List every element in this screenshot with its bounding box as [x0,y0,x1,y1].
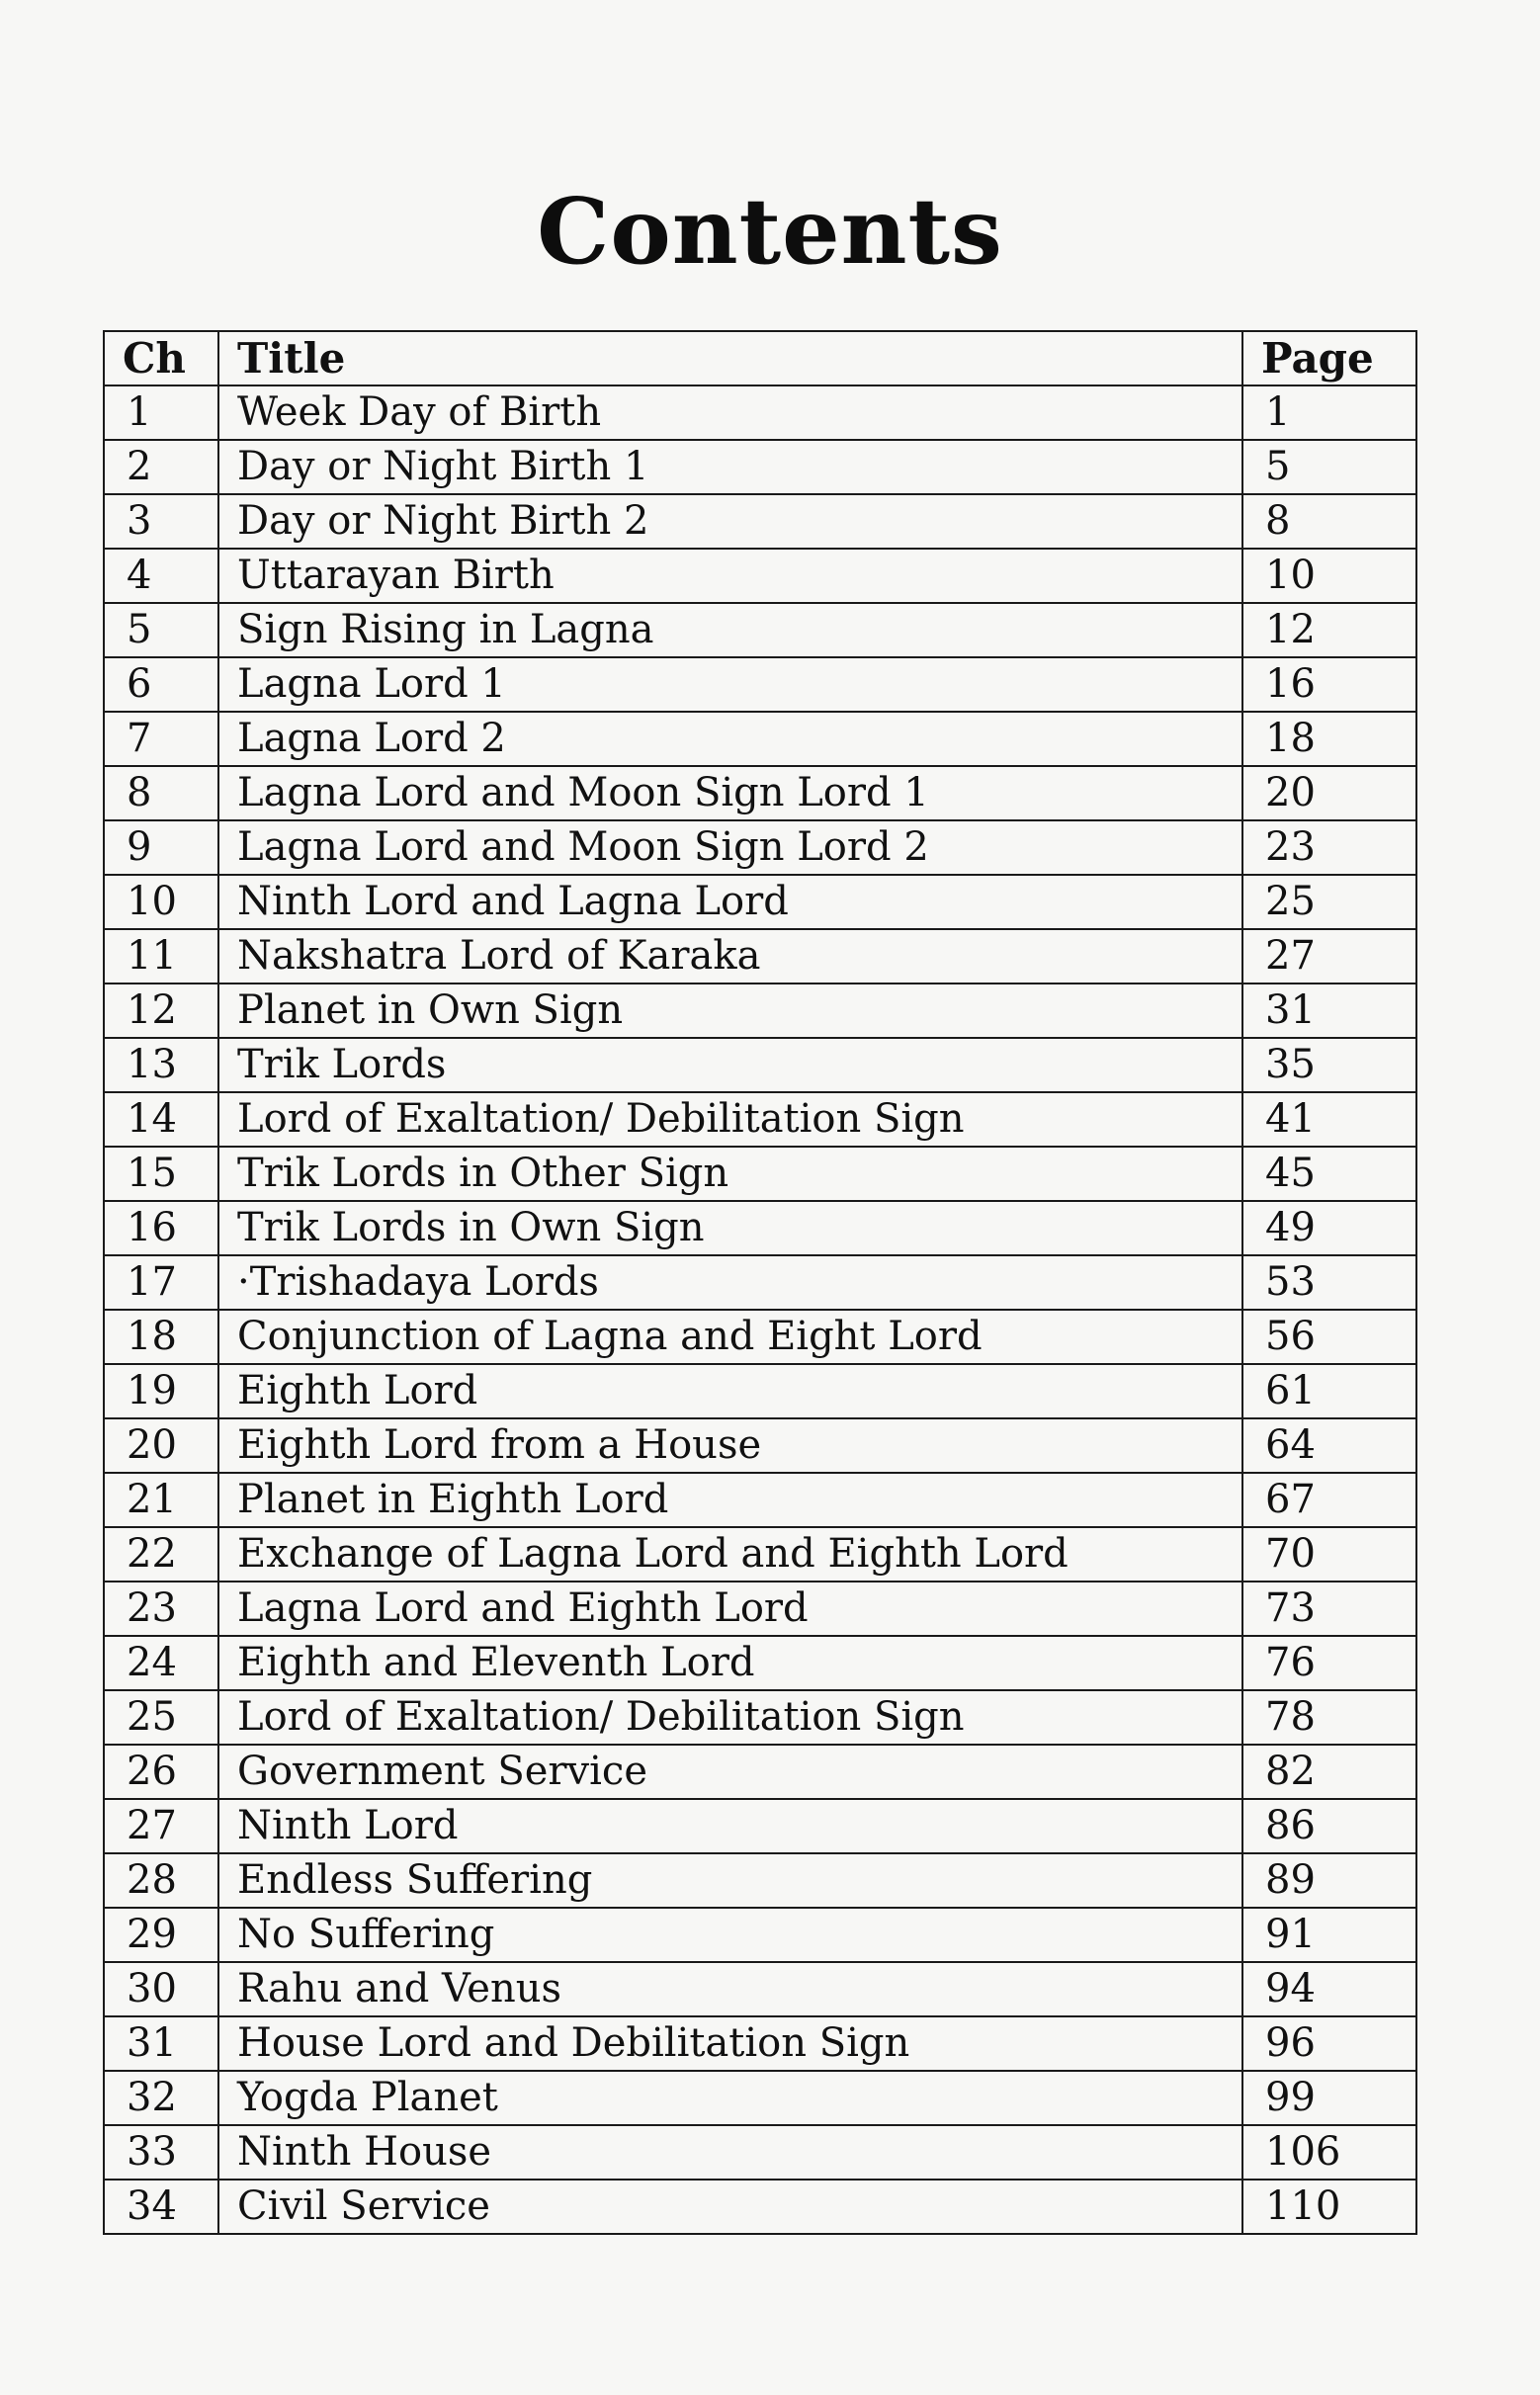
page-number: 12 [1242,603,1416,657]
page-number: 91 [1242,1908,1416,1962]
table-row [104,712,1416,766]
chapter-number: 3 [104,494,218,549]
header-title: Title [218,331,1242,385]
table-row [104,2125,1416,2180]
page-number: 1 [1242,385,1416,440]
table-row [104,1201,1416,1255]
table-row [104,1038,1416,1092]
page-number: 56 [1242,1310,1416,1364]
chapter-title: Lagna Lord and Eighth Lord [218,1582,1242,1636]
page-number: 16 [1242,657,1416,712]
chapter-title: Day or Night Birth 1 [218,440,1242,494]
chapter-number: 20 [104,1418,218,1473]
table-row [104,440,1416,494]
chapter-number: 13 [104,1038,218,1092]
chapter-number: 24 [104,1636,218,1690]
chapter-number: 29 [104,1908,218,1962]
contents-table-header [104,331,1416,385]
table-row [104,820,1416,875]
chapter-title: Trik Lords [218,1038,1242,1092]
table-row [104,1527,1416,1582]
chapter-title: Eighth Lord [218,1364,1242,1418]
table-row [104,1310,1416,1364]
chapter-number: 22 [104,1527,218,1582]
page-number: 31 [1242,984,1416,1038]
chapter-title: Nakshatra Lord of Karaka [218,929,1242,984]
page-number: 110 [1242,2180,1416,2234]
chapter-number: 23 [104,1582,218,1636]
chapter-number: 7 [104,712,218,766]
table-row [104,1908,1416,1962]
page-number: 106 [1242,2125,1416,2180]
chapter-number: 25 [104,1690,218,1745]
chapter-title: House Lord and Debilitation Sign [218,2016,1242,2071]
chapter-number: 17 [104,1255,218,1310]
chapter-title: Eighth Lord from a House [218,1418,1242,1473]
table-row [104,1962,1416,2016]
chapter-title: Civil Service [218,2180,1242,2234]
chapter-number: 31 [104,2016,218,2071]
table-row [104,1745,1416,1799]
table-row [104,657,1416,712]
chapter-title: Lord of Exaltation/ Debilitation Sign [218,1690,1242,1745]
page-number: 99 [1242,2071,1416,2125]
table-row [104,1255,1416,1310]
table-row [104,603,1416,657]
page-number: 96 [1242,2016,1416,2071]
page-number: 67 [1242,1473,1416,1527]
chapter-title: ·Trishadaya Lords [218,1255,1242,1310]
page-number: 78 [1242,1690,1416,1745]
table-row [104,1690,1416,1745]
page-number: 94 [1242,1962,1416,2016]
table-row [104,385,1416,440]
page-number: 10 [1242,549,1416,603]
table-row [104,1147,1416,1201]
chapter-number: 19 [104,1364,218,1418]
header-chapter: Ch [104,331,218,385]
page-number: 8 [1242,494,1416,549]
chapter-number: 5 [104,603,218,657]
chapter-number: 8 [104,766,218,820]
chapter-title: Yogda Planet [218,2071,1242,2125]
chapter-title: Lagna Lord and Moon Sign Lord 1 [218,766,1242,820]
chapter-title: Trik Lords in Other Sign [218,1147,1242,1201]
table-row [104,766,1416,820]
chapter-number: 15 [104,1147,218,1201]
table-row [104,1092,1416,1147]
chapter-title: Lagna Lord and Moon Sign Lord 2 [218,820,1242,875]
chapter-title: Lagna Lord 1 [218,657,1242,712]
table-row [104,2016,1416,2071]
chapter-title: Day or Night Birth 2 [218,494,1242,549]
table-row [104,984,1416,1038]
chapter-number: 2 [104,440,218,494]
chapter-number: 11 [104,929,218,984]
chapter-number: 26 [104,1745,218,1799]
chapter-number: 6 [104,657,218,712]
contents-table [103,330,1417,2235]
chapter-title: Planet in Eighth Lord [218,1473,1242,1527]
page-number: 45 [1242,1147,1416,1201]
page-number: 76 [1242,1636,1416,1690]
table-row [104,1582,1416,1636]
page-number: 5 [1242,440,1416,494]
table-row [104,1418,1416,1473]
page-number: 61 [1242,1364,1416,1418]
chapter-title: Uttarayan Birth [218,549,1242,603]
table-row [104,929,1416,984]
page-number: 64 [1242,1418,1416,1473]
chapter-title: Sign Rising in Lagna [218,603,1242,657]
chapter-title: Exchange of Lagna Lord and Eighth Lord [218,1527,1242,1582]
table-row [104,1636,1416,1690]
chapter-number: 21 [104,1473,218,1527]
chapter-number: 12 [104,984,218,1038]
table-row [104,494,1416,549]
page-number: 25 [1242,875,1416,929]
chapter-title: Conjunction of Lagna and Eight Lord [218,1310,1242,1364]
page-number: 20 [1242,766,1416,820]
chapter-title: Ninth House [218,2125,1242,2180]
chapter-number: 33 [104,2125,218,2180]
chapter-number: 9 [104,820,218,875]
page-number: 70 [1242,1527,1416,1582]
table-row [104,2071,1416,2125]
chapter-title: Week Day of Birth [218,385,1242,440]
table-row [104,1853,1416,1908]
chapter-number: 18 [104,1310,218,1364]
page-number: 86 [1242,1799,1416,1853]
chapter-title: Ninth Lord [218,1799,1242,1853]
table-row [104,1364,1416,1418]
chapter-number: 14 [104,1092,218,1147]
table-row [104,875,1416,929]
chapter-title: Trik Lords in Own Sign [218,1201,1242,1255]
chapter-title: Lagna Lord 2 [218,712,1242,766]
page-number: 73 [1242,1582,1416,1636]
chapter-title: Ninth Lord and Lagna Lord [218,875,1242,929]
contents-table-body [104,385,1416,2234]
chapter-number: 27 [104,1799,218,1853]
table-row [104,549,1416,603]
chapter-title: Planet in Own Sign [218,984,1242,1038]
page-number: 35 [1242,1038,1416,1092]
page-number: 82 [1242,1745,1416,1799]
chapter-number: 28 [104,1853,218,1908]
page-number: 41 [1242,1092,1416,1147]
chapter-number: 1 [104,385,218,440]
page-title: Contents [537,178,1003,285]
page-number: 89 [1242,1853,1416,1908]
chapter-title: Government Service [218,1745,1242,1799]
header-page: Page [1242,331,1416,385]
page-number: 18 [1242,712,1416,766]
table-row [104,1473,1416,1527]
page-number: 49 [1242,1201,1416,1255]
chapter-number: 30 [104,1962,218,2016]
chapter-title: Rahu and Venus [218,1962,1242,2016]
page-number: 27 [1242,929,1416,984]
header-row [104,331,1416,385]
chapter-number: 34 [104,2180,218,2234]
chapter-number: 32 [104,2071,218,2125]
chapter-title: Endless Suffering [218,1853,1242,1908]
table-row [104,2180,1416,2234]
page-number: 23 [1242,820,1416,875]
page-number: 53 [1242,1255,1416,1310]
chapter-title: Eighth and Eleventh Lord [218,1636,1242,1690]
chapter-number: 16 [104,1201,218,1255]
chapter-title: No Suffering [218,1908,1242,1962]
chapter-number: 4 [104,549,218,603]
chapter-number: 10 [104,875,218,929]
table-row [104,1799,1416,1853]
chapter-title: Lord of Exaltation/ Debilitation Sign [218,1092,1242,1147]
